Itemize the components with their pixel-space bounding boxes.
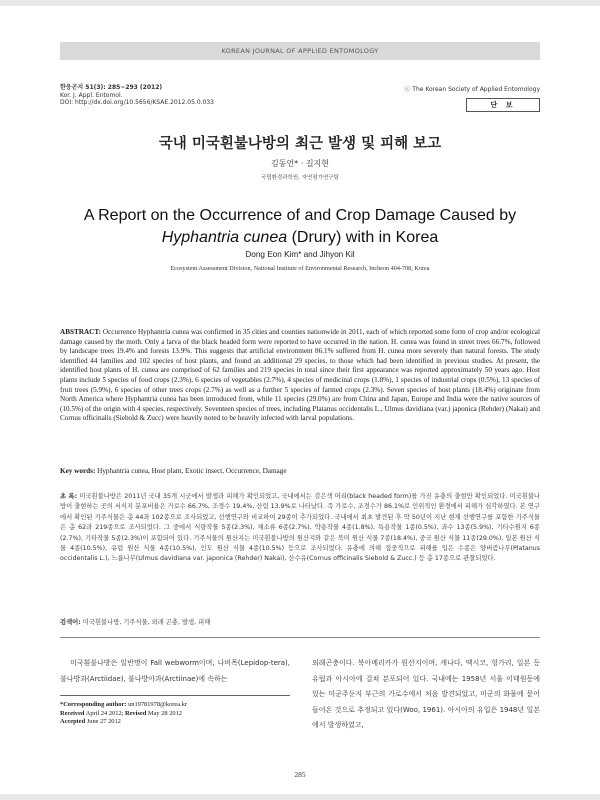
korean-keywords [60, 617, 540, 626]
dates-line [60, 710, 290, 719]
korean-keywords-text: 미국흰불나방, 기주식물, 외래 곤충, 발생, 피해 [80, 619, 211, 626]
footnote-rule [60, 695, 290, 696]
english-keywords [60, 467, 540, 475]
korean-abstract [60, 492, 540, 565]
english-authors: Dong Eon Kim* and Jihyon Kil [245, 250, 355, 259]
copyright-notice: ⓒ The Korean Society of Applied Entomology [404, 86, 540, 93]
top-edge-band [0, 0, 600, 6]
body-column-right: 외래곤충이다. 북아메리카가 원산지이며, 캐나다, 멕시코, 헝가리, 일본 등 유럽과 아시아에 걸쳐 분포되어 있다. 국내에는 1958년 서울 이태원동에 있는 미군주둔지 부근의 가로수에서 처음 발견되었고, 미군의 화물에 묻어 들어온 것으로 추정되고 있다(Woo, 1961). 아시아의 유입은 1948년 일본에서 발생하였고, [312, 659, 540, 729]
footnote [60, 701, 290, 727]
abstract-label: ABSTRACT: [60, 328, 102, 336]
species-name: Hyphantria cunea [161, 229, 288, 246]
page-number: 285 [294, 770, 306, 779]
accepted-date: June 27 2012 [85, 718, 121, 726]
doi-link[interactable]: DOI: http://dx.doi.org/10.5656/KSAE.2012.05.0.033 [60, 99, 214, 107]
keywords-text: Hyphantria cunea, Host plant, Exotic insect, Occurrence, Damage [95, 467, 287, 475]
english-title-rest: (Drury) with in Korea [287, 229, 439, 246]
citation-block [60, 84, 214, 107]
bottom-edge-band [0, 794, 600, 800]
corresponding-author [60, 701, 290, 710]
revised-date: May 28 2012 [146, 709, 182, 717]
accepted-label: Accepted [60, 718, 86, 726]
journal-banner [60, 42, 540, 60]
accepted-line [60, 718, 290, 727]
korean-affiliation: 국립환경과학원, 자연평가연구팀 [261, 175, 339, 181]
citation-korean: 한응곤지 51(3): 285~293 (2012) [60, 84, 163, 91]
received-label: Received [60, 709, 85, 717]
english-title [0, 205, 600, 249]
english-title-line1: A Report on the Occurrence of and Crop Damage Caused by [83, 207, 517, 224]
corresponding-email[interactable]: un19781978@korea.kr [126, 701, 188, 708]
english-abstract [60, 328, 540, 424]
korean-abstract-text: 미국흰불나방은 2011년 국내 35개 시군에서 발생과 피해가 확인되었고, 국내에서는 검은색 머리(black headed form)를 가진 유충의 출현만 확인되었다. 미국흰불나방이 출현하는 곳의 서식지 분포비율은 가로수 66.7%, 조경수 19.4%, 산림 13.9%로 나타났다. 즉 가로수, 조경수가 86.1%로 인위적인 환경에서 피해가 심각하였다. 본 연구에서 확인된 기주식물은 총 44과 102종으로 조사되었고, 선행연구와 비교하여 29종이 추가되었다. 국내에서 최초 발견된 후 약 50년이 지난 현재 선행연구를 포함한 기주식물은 총 62과 219종으로 조사되었다. 그 중에서 식량작물 5종(2.3%), 채소류 6종(2.7%), 약용작물 4종(1.8%), 특용작물 1종(0.5%), 과수 13종(5.9%), 기타수원지 6종(2.7%), 기타작물 5종(2.3%)이 포함되어 있다. 기주식물의 원산지는 미국흰불나방의 원산지와 같은 북미 원산 식물 7종(18.4%), 중국 원산 식물 11종(29.0%), 일본 원산 식물 4종(10.5%), 유럽 원산 식물 4종(10.5%), 인도 원산 식물 4종(10.5%) 등으로 조사되었다. 유충에 의해 집중적으로 피해를 입은 수종은 양버즘나무(Platanus occidentalis L.), 느릅나무(Ulmus davidiana var. japonica (Rehder) Nakai), 산수유(Cornus officinalis Siebold & Zucc.) 등 총 17종으로 관찰되었다. [60, 493, 540, 563]
article-type-badge: 단 보 [466, 98, 540, 112]
korean-keywords-label: 검색어: [60, 619, 81, 626]
revised-label: Revised [124, 709, 147, 717]
korean-abstract-label: 초 록: [60, 493, 78, 500]
keywords-label: Key words: [60, 467, 96, 475]
journal-banner-text: KOREAN JOURNAL OF APPLIED ENTOMOLOGY [221, 47, 379, 55]
korean-title: 국내 미국흰불나방의 최근 발생 및 피해 보고 [158, 136, 442, 152]
citation-english: Kor. J. Appl. Entomol. [60, 91, 123, 99]
korean-authors: 김동언* · 길지현 [271, 159, 329, 168]
corresponding-label: *Corresponding author: [60, 701, 127, 708]
body-column-left: 미국흰불나방은 일반명이 Fall webworm이며, 나비목(Lepidop-tera), 불나방과(Arctiidae), 불나방아과(Arctiinae)에 속하는 [60, 659, 290, 683]
english-affiliation: Ecosystem Assessment Division, National Institute of Environmental Research, Incheon 404-708, Korea [170, 265, 430, 272]
english-title-line2 [0, 227, 600, 249]
section-divider [60, 637, 540, 638]
received-date: April 24 2012; [84, 709, 125, 717]
abstract-text: Occurrence Hyphantria cunea was confirmed in 35 cities and counties nationwide in 2011, each of which reported some form of crop and/or ecological damage caused by the moth. Only a larva of the black headed form were reported to have occurred in the nation. H. cunea was found in street trees 66.7%, followed by landscape trees 19.4% and forests 13.9%. This suggests that artificial environment 86.1% suffered from H. cunea more severely than natural forests. The study identified 44 families and 102 species of host plants, and found an additional 29 species, to those which had been identified in previous studies. At present, the identified host plants of H. cunea are comprised of 62 families and 219 species in total since their first appearance was reported approximately 50 years ago. Host plants include 5 species of food crops (2.3%), 6 species of vegetables (2.7%), 4 species of medicinal crops (1.8%), 1 species of industrial crops (0.5%), 13 species of fruit trees (5.9%), 6 species of other trees crops (2.7%) as well as a further 5 species of farmed crops (2.3%). Seven species of host plants (18.4%) originate from North America where Hyphantria cunea has been introduced from, while 11 species (29.0%) are from China and Japan, Europe and India were the native sources of (10.5%) of the origin with 4 species, respectively. Seventeen species of trees, including Platanus occidentalis L., Ulmus davidiana (var.) japonica (Rehder) (Nakai) and Cornus officinalis (Siebold & Zucc) were heavily noted to be heavily infected with larval populations. [60, 328, 540, 423]
